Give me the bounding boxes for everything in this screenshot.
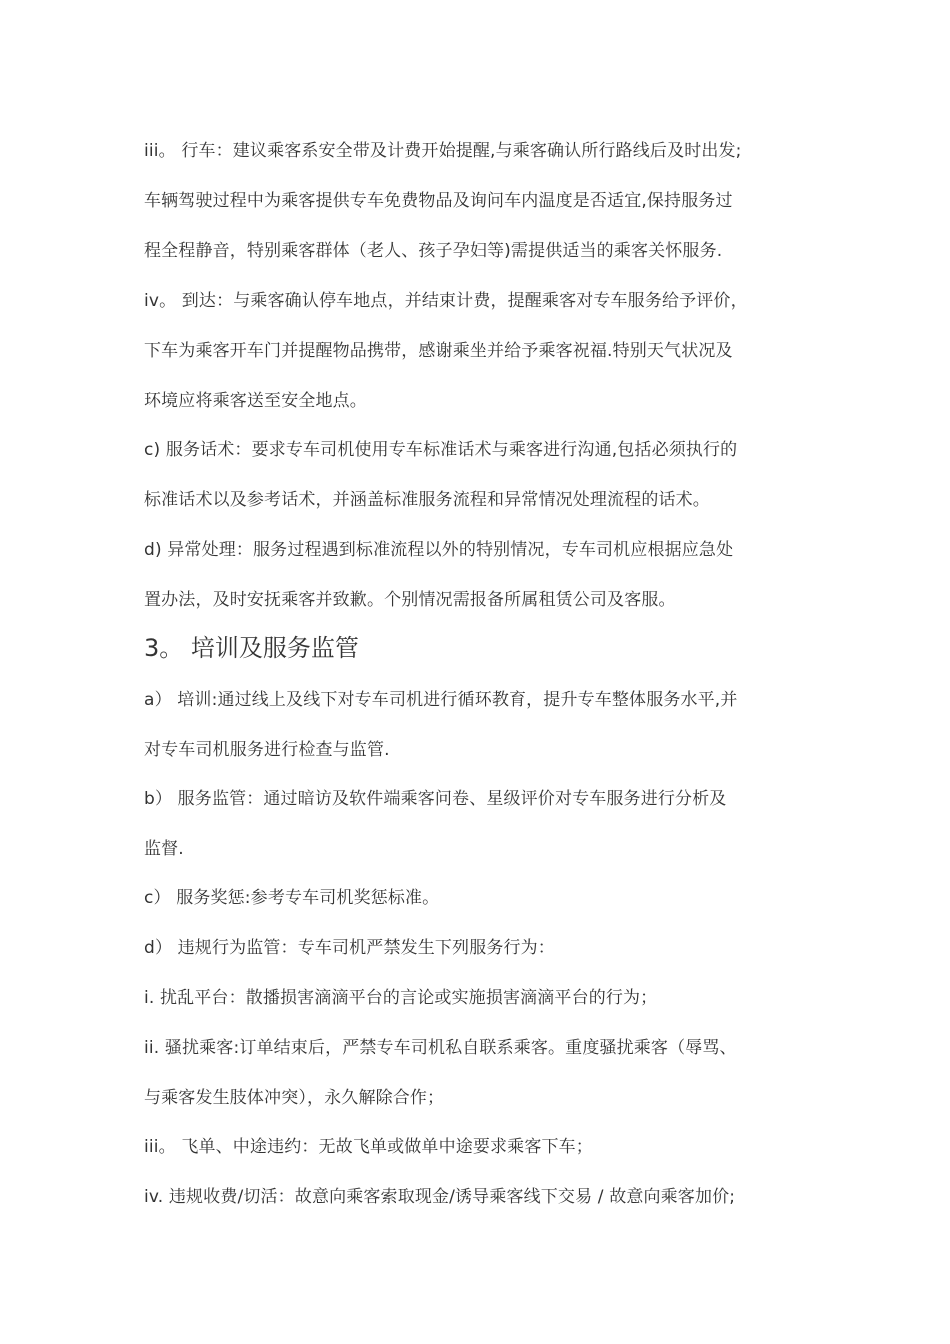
text-line: 监督. <box>144 839 184 859</box>
text-line: ii. 骚扰乘客:订单结束后，严禁专车司机私自联系乘客。重度骚扰乘客（辱骂、 <box>144 1038 737 1058</box>
text-line: 车辆驾驶过程中为乘客提供专车免费物品及询问车内温度是否适宜,保持服务过 <box>144 191 733 211</box>
text-line: iii。 行车：建议乘客系安全带及计费开始提醒,与乘客确认所行路线后及时出发; <box>144 141 742 161</box>
text-line: 与乘客发生肢体冲突），永久解除合作； <box>144 1088 445 1108</box>
text-line: iii。 飞单、中途违约：无故飞单或做单中途要求乘客下车； <box>144 1137 593 1157</box>
text-line: 对专车司机服务进行检查与监管. <box>144 740 390 760</box>
section-heading: 3。 培训及服务监管 <box>144 634 359 662</box>
text-line: iv。 到达：与乘客确认停车地点，并结束计费，提醒乘客对专车服务给予评价， <box>144 291 748 311</box>
text-line: i. 扰乱平台：散播损害滴滴平台的言论或实施损害滴滴平台的行为； <box>144 988 658 1008</box>
text-line: 标准话术以及参考话术，并涵盖标准服务流程和异常情况处理流程的话术。 <box>144 490 710 510</box>
text-line: 下车为乘客开车门并提醒物品携带，感谢乘坐并给予乘客祝福.特别天气状况及 <box>144 341 733 361</box>
text-line: d) 异常处理：服务过程遇到标准流程以外的特别情况，专车司机应根据应急处 <box>144 540 734 560</box>
text-line: b） 服务监管：通过暗访及软件端乘客问卷、星级评价对专车服务进行分析及 <box>144 789 727 809</box>
text-line: d） 违规行为监管：专车司机严禁发生下列服务行为： <box>144 938 555 958</box>
text-line: 程全程静音，特别乘客群体（老人、孩子孕妇等)需提供适当的乘客关怀服务. <box>144 241 723 261</box>
text-line: a） 培训:通过线上及线下对专车司机进行循环教育，提升专车整体服务水平,并 <box>144 690 738 710</box>
text-line: iv. 违规收费/切活：故意向乘客索取现金/诱导乘客线下交易 / 故意向乘客加价; <box>144 1187 736 1207</box>
text-line: 置办法，及时安抚乘客并致歉。个别情况需报备所属租赁公司及客服。 <box>144 590 676 610</box>
text-line: c) 服务话术：要求专车司机使用专车标准话术与乘客进行沟通,包括必须执行的 <box>144 440 738 460</box>
text-line: c） 服务奖惩:参考专车司机奖惩标准。 <box>144 888 440 908</box>
text-line: 环境应将乘客送至安全地点。 <box>144 391 367 411</box>
